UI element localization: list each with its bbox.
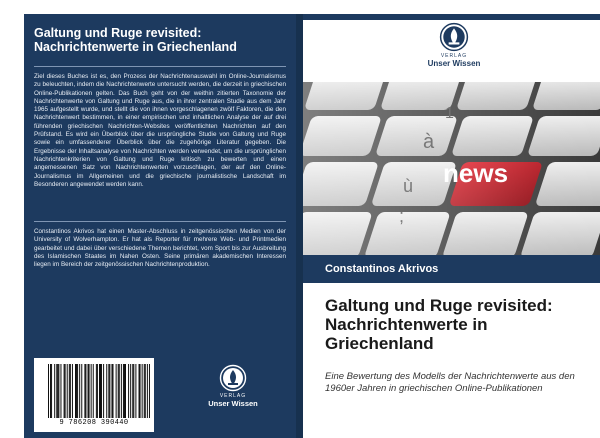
barcode-bar [81,364,82,418]
barcode-bar [109,364,110,418]
barcode-bar [57,364,58,418]
barcode-bar [70,364,71,418]
front-cover-title: Galtung und Ruge revisited: Nachrichtenwerte in Griechenland [325,296,553,353]
barcode-bar [58,364,59,418]
barcode-bar [100,364,101,418]
barcode-bar [91,364,92,418]
barcode-bar [125,364,126,418]
publisher-emblem-icon [439,22,469,52]
barcode-bar [116,364,117,418]
barcode-bar [54,364,55,418]
book-spine [296,14,303,438]
barcode-bar [111,364,112,418]
barcode-bar [123,364,124,418]
barcode-bars [48,364,150,418]
barcode-bar [128,364,129,418]
back-cover-title: Galtung und Ruge revisited: Nachrichtenwerte in Griechenland [34,26,237,54]
barcode-bar [147,364,148,418]
barcode-bar [135,364,136,418]
barcode-bar [101,364,102,418]
barcode-bar [67,364,68,418]
publisher-verlag: VERLAG [440,53,468,59]
barcode-bar [96,364,97,418]
barcode-bar [106,364,107,418]
barcode-bar [99,364,100,418]
back-cover [24,14,296,438]
front-top-bar [303,14,600,20]
publisher-logo-front [409,22,499,80]
author-biography: Constantinos Akrivos hat einen Master-Abschluss in zeitgenössischen Medien von der University of Wolverhampton. Er hat als Reporter für mehrere Web- und Printmedien gearbeitet und dabei über verschiedene Themen berichtet, vom Sport bis zur Ausbreitung des Islamischen Staates im Nahen Osten. Seine primären akademischen Interessen liegen im Bereich der zeitgenössischen Nachrichtenproduktion. [34,228,286,269]
barcode-bar [145,364,146,418]
keyboard-photo [303,82,600,258]
back-title-divider [34,66,286,67]
barcode-bar [113,364,114,418]
publisher-name: Unser Wissen [427,59,481,68]
keyboard-illustration [303,82,600,258]
author-name: Constantinos Akrivos [325,263,439,275]
barcode-bar [119,364,120,418]
barcode-bar [56,364,57,418]
publisher-verlag: VERLAG [219,393,247,399]
barcode-bar [132,364,133,418]
barcode-bar [118,364,119,418]
barcode-bar [103,364,104,418]
barcode-bar [108,364,109,418]
front-cover [303,14,600,438]
barcode-bar [142,364,143,418]
barcode-bar [149,364,150,418]
front-cover-subtitle: Eine Bewertung des Modells der Nachrichtenwerte aus den 1960er Jahren in griechischen Online-Publikationen [325,371,575,394]
barcode-bar [93,364,94,418]
barcode-bar [65,364,66,418]
barcode-bar [121,364,122,418]
barcode-bar [144,364,145,418]
publisher-name: Unser Wissen [208,399,258,408]
barcode-bar [130,364,131,418]
barcode-bar [77,364,78,418]
barcode-bar [48,364,49,418]
barcode-bar [75,364,76,418]
barcode-bar [97,364,98,418]
back-bio-divider [34,221,286,222]
publisher-emblem-icon [219,364,247,392]
barcode-bar [76,364,77,418]
barcode-bar [50,364,51,418]
barcode-bar [72,364,73,418]
barcode-bar [51,364,52,418]
barcode-bar [79,364,80,418]
author-band [303,255,600,283]
barcode-bar [140,364,141,418]
barcode-bar [133,364,134,418]
barcode-bar [89,364,90,418]
back-cover-description: Ziel dieses Buches ist es, den Prozess der Nachrichtenauswahl im Online-Journalismus zu beleuchten, indem die Nachrichtenwerte untersucht werden, die derzeit in griechischen Online-Publikationen gelten. Das Buch geht von der weithin zitierten Taxonomie der Nachrichtenwerte von Galtung und Ruge aus, die in ihrer zentralen Studie aus dem Jahr 1965 aufgestellt wurde, und stellt die von ihnen vorgeschlagenen zwölf Faktoren, die den Nachrichtenwert bestimmen, in einer empirischen und inhaltlichen Analyse der auf drei führenden griechischen Nachrichten-Websites veröffentlichten Nachrichten auf den Prüfstand. Es wird ein Überblick über die ursprüngliche Studie von Galtung und Ruge sowie ein umfassenderer Überblick über die zugehörige Literatur gegeben. Die Ergebnisse der Inhaltsanalyse von Nachrichten werden verwendet, um die ursprünglichen Nachrichtenkriterien von Galtung und Ruge kritisch zu bewerten und einen angemessenen Satz von Nachrichtenwerten vorzuschlagen, der auf den Online-Journalismus im Allgemeinen und die griechische journalistische Landschaft im Besonderen angewendet werden kann. [34,73,286,188]
barcode-bar [139,364,140,418]
barcode-bar [60,364,61,418]
publisher-logo-back [198,364,268,416]
barcode-bar [85,364,86,418]
barcode-number: 9 786208 390440 [59,419,129,427]
barcode-bar [124,364,125,418]
barcode-bar [69,364,70,418]
barcode-bar [84,364,85,418]
barcode-bar [88,364,89,418]
barcode-bar [64,364,65,418]
barcode [34,358,154,432]
